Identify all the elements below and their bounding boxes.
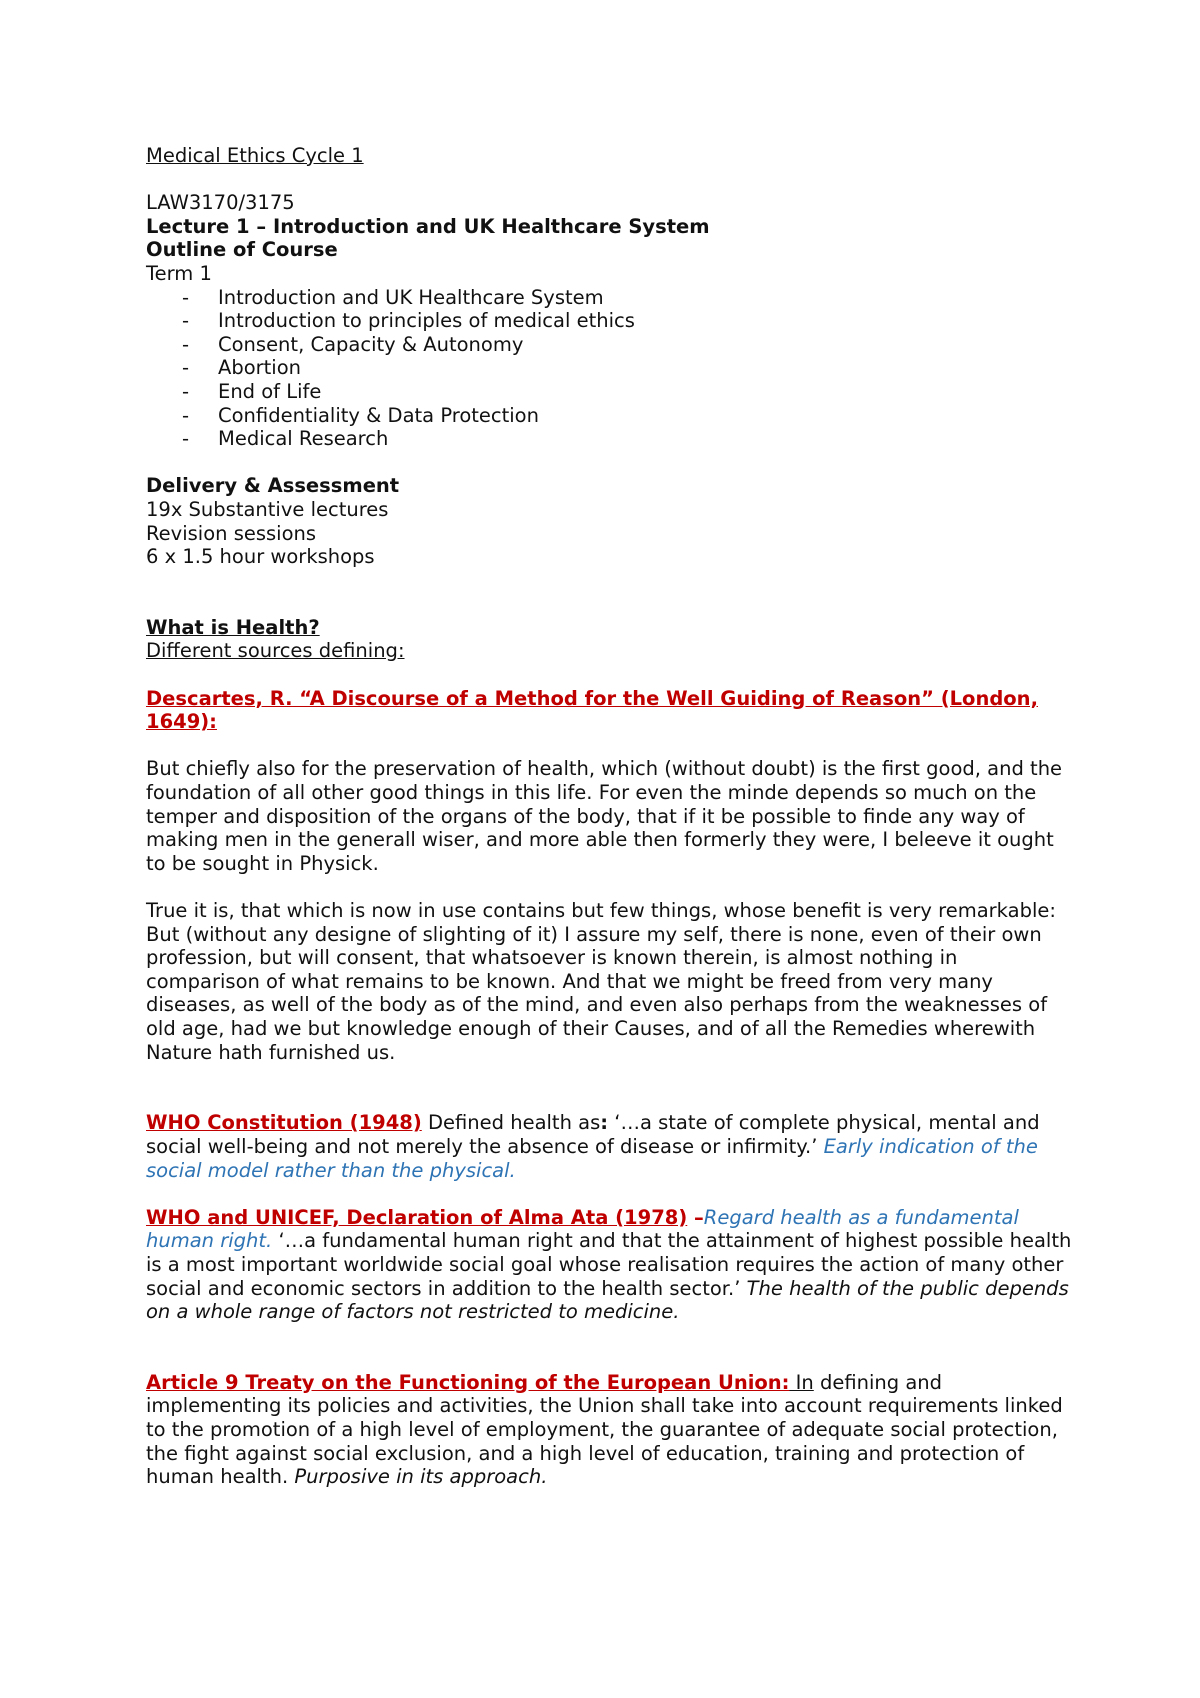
alma-ata-comment: The health of the public depends on a whole range of factors not restricted to medicine. xyxy=(146,1276,1069,1324)
descartes-paragraph-2: True it is, that which is now in use contains but few things, whose benefit is very remarkable: But (without any designe of slighting of it) I assure my self, there is none, even of their own profession, but will consent, that whatsoever is known therein, is almost nothing in comparison of what remains to be known. And that we might be freed from very many diseases, as well of the body as of the mind, and even also perhaps from the weaknesses of old age, had we but knowledge enough of their Causes, and of all the Remedies wherewith Nature hath furnished us. xyxy=(146,899,1056,1064)
outline-heading: Outline of Course xyxy=(146,238,338,262)
descartes-citation: Descartes, R. “A Discourse of a Method for the Well Guiding of Reason” (London, 1649): xyxy=(146,686,1038,734)
alma-ata-paragraph: WHO and UNICEF, Declaration of Alma Ata (1978) –Regard health as a fundamental human right. ‘…a fundamental human right and that the attainment of highest possible health is a most important worldwide social goal whose realisation requires the action of many other social and economic sectors in addition to the health sector.’ The health of the public depends on a whole range of factors not restricted to medicine. xyxy=(146,1205,1072,1324)
term-label: Term 1 xyxy=(146,261,212,285)
who-note: Early indication of the social model rather than the physical. xyxy=(146,1134,1038,1182)
delivery-item: 19x Substantive lectures xyxy=(146,497,389,521)
list-item: - Confidentiality & Data Protection xyxy=(182,403,539,427)
document-title: Medical Ethics Cycle 1 xyxy=(146,144,364,167)
list-item: - Consent, Capacity & Autonomy xyxy=(182,332,524,356)
delivery-heading: Delivery & Assessment xyxy=(146,474,400,498)
descartes-paragraph-1: But chiefly also for the preservation of health, which (without doubt) is the first good, and the foundation of all other good things in this life. For even the minde depends so much on the temper and disposition of the organs of the body, that if it be possible to finde any way of making men in the generall wiser, and more able then formerly they were, I beleeve it ought to be sought in Physick. xyxy=(146,757,1063,875)
lecture-title: Lecture 1 – Introduction and UK Healthcare System xyxy=(146,214,710,238)
list-item: - Abortion xyxy=(182,356,302,380)
list-item: - Introduction to principles of medical ethics xyxy=(182,309,635,333)
health-heading: What is Health? xyxy=(146,615,320,639)
tfeu-comment: Purposive in its approach. xyxy=(288,1465,548,1489)
list-item: - End of Life xyxy=(182,379,322,403)
term-topic-list xyxy=(146,286,1076,451)
tfeu-paragraph: Article 9 Treaty on the Functioning of the European Union: In defining and implementing its policies and activities, the Union shall take into account requirements linked to the promotion of a high level of employment, the guarantee of adequate social protection, the fight against social exclusion, and a high level of education, training and protection of human health. Purposive in its approach. xyxy=(146,1370,1063,1489)
alma-ata-citation: WHO and UNICEF, Declaration of Alma Ata (1978) xyxy=(146,1205,688,1229)
who-paragraph: WHO Constitution (1948) Defined health as: ‘…a state of complete physical, mental and social well-being and not merely the absence of disease or infirmity.’ Early indication of the social model rather than the physical. xyxy=(146,1111,1040,1182)
alma-ata-note: Regard health as a fundamental human right. xyxy=(146,1205,1019,1253)
document-body xyxy=(146,144,1076,1489)
who-citation: WHO Constitution (1948) xyxy=(146,1111,422,1135)
tfeu-citation: Article 9 Treaty on the Functioning of the European Union: xyxy=(146,1370,790,1394)
list-item: - Medical Research xyxy=(182,427,389,451)
delivery-item: Revision sessions xyxy=(146,521,317,545)
list-item: - Introduction and UK Healthcare System xyxy=(182,285,604,309)
health-subheading: Different sources defining: xyxy=(146,639,405,663)
delivery-item: 6 x 1.5 hour workshops xyxy=(146,545,375,569)
course-code: LAW3170/3175 xyxy=(146,191,295,215)
